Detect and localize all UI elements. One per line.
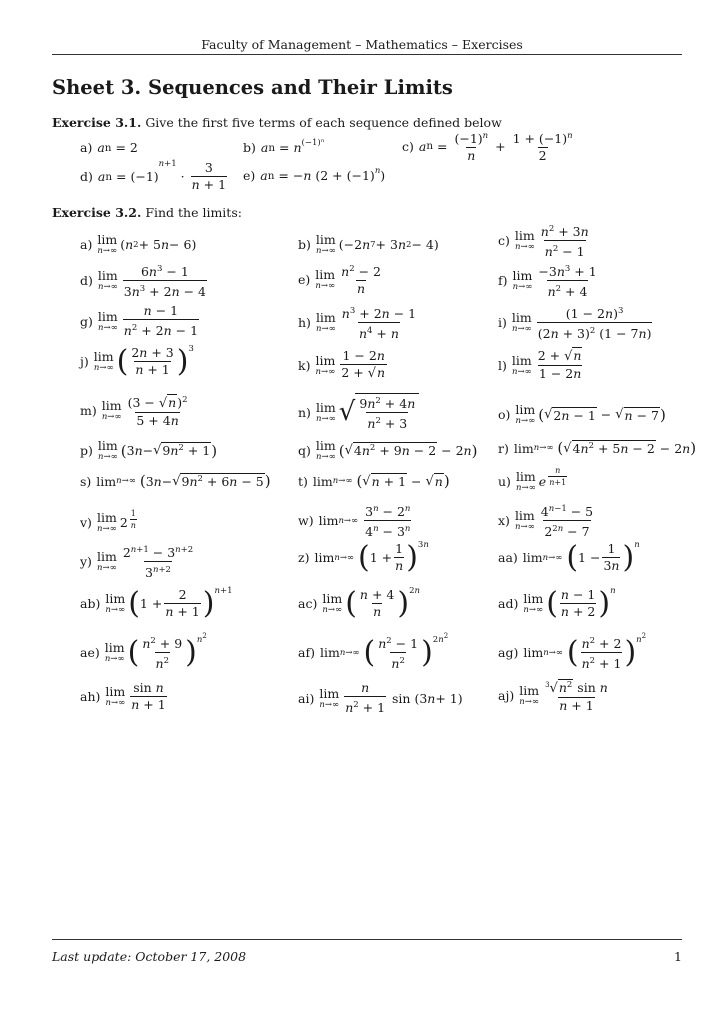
ex32-ae: ae) lim n→∞ ( $n^2 + 9$ $n^2$ ) $n^2$ [80, 632, 207, 672]
ex32-p: p) lim n→∞ ( 3 n − √ $9n^2 + 1$ ) [80, 438, 218, 462]
page-number: 1 [674, 949, 682, 964]
ex32-ai: ai) lim n→∞ n $n^2 + 1$ sin (3 n + 1) [298, 680, 463, 716]
footer-rule [52, 939, 682, 940]
ex32-c: c) lim n→∞ $n^2 + 3n$ $n^2 - 1$ [498, 224, 589, 260]
ex32-s: s) lim n→∞ ( 3 n − √ $9n^2 + 6n - 5$ ) [80, 472, 271, 490]
exercise-label: Exercise 3.1. [52, 115, 142, 130]
ex32-ac: ac) lim n→∞ ( n + 4 n ) 2n [298, 585, 420, 621]
ex32-d: d) lim n→∞ $6n^3 - 1$ $3n^3 + 2n - 4$ [80, 264, 206, 300]
ex32-f: f) lim n→∞ $-3n^3 + 1$ $n^2 + 4$ [498, 264, 597, 300]
ex32-g: g) lim n→∞ n − 1 $n^2 + 2n - 1$ [80, 303, 199, 339]
exercise-text: Give the first five terms of each sequence defined below [145, 115, 502, 130]
ex32-l: l) lim n→∞ 2 + √n 1 − 2n [498, 348, 582, 381]
footer-update: Last update: October 17, 2008 [52, 949, 247, 964]
ex31-b: b) a n = n (−1)ⁿ [243, 138, 325, 155]
header-rule [52, 54, 682, 55]
exercise-text: Find the limits: [145, 205, 242, 220]
ex32-af: af) lim n→∞ ( $n^2 - 1$ $n^2$ ) $2n^2$ [298, 632, 449, 672]
page-header: Faculty of Management – Mathematics – Exercises [201, 37, 523, 52]
page-title: Sheet 3. Sequences and Their Limits [52, 76, 453, 99]
ex32-y: y) lim n→∞ $2^{n+1} - 3^{n+2}$ $3^{n+2}$ [80, 545, 194, 581]
exercise-3-1-heading [52, 115, 502, 130]
ex32-n: n) lim n→∞ √ $\frac{9n^2 + 4n}{n^2 + 3}$ [298, 393, 419, 431]
ex32-v: v) lim n→∞ 2 1 n [80, 509, 136, 534]
ex31-e: e) a n = − n (2 + (−1) n ) [243, 166, 386, 183]
ex32-ah: ah) lim n→∞ sin n n + 1 [80, 680, 166, 712]
ex32-aa: aa) lim n→∞ ( 1 − 1 3n ) n [498, 539, 640, 575]
ex32-j: j) lim n→∞ ( 2n + 3 n + 1 ) 3 [80, 343, 194, 379]
ex32-h: h) lim n→∞ $n^3 + 2n - 1$ $n^4 + n$ [298, 306, 417, 342]
ex31-a: a) a n = 2 [80, 140, 138, 155]
ex32-k: k) lim n→∞ 1 − 2n 2 + √n [298, 348, 386, 381]
ex32-r: r) lim n→∞ ( √ $4n^2 + 5n - 2$ − 2 n ) [498, 439, 697, 457]
ex31-c: c) a n = $(-1)^n$ n + $1 + (-1)^n$ 2 [402, 131, 573, 164]
ex31-d: d) a n = (−1) n+1 · 3 n + 1 [80, 159, 227, 192]
ex32-q: q) lim n→∞ ( √ $4n^2 + 9n - 2$ − 2 n ) [298, 438, 478, 462]
ex32-m: m) lim n→∞ $(3 - √n)^2$ 5 + 4n [80, 395, 188, 429]
ex32-u: u) lim n→∞ e n n+1 [498, 466, 567, 493]
ex32-ad: ad) lim n→∞ ( n − 1 n + 2 ) n [498, 585, 616, 621]
ex32-a: a) lim n→∞ ( n 2 + 5 n − 6) [80, 232, 197, 256]
ex32-aj: aj) lim n→∞ $^3√n^2$ sin n n + 1 [498, 680, 608, 714]
ex32-b: b) lim n→∞ (−2 n 7 + 3 n 2 − 4) [298, 232, 439, 256]
ex32-e: e) lim n→∞ $n^2 - 2$ n [298, 264, 381, 297]
ex32-o: o) lim n→∞ ( √ 2n − 1 − √ n − 7 ) [498, 402, 666, 426]
ex32-i: i) lim n→∞ $(1 - 2n)^3$ $(2n + 3)^2$ (1 − 7n) [498, 306, 652, 342]
ex32-z: z) lim n→∞ ( 1 + 1 n ) 3n [298, 539, 429, 575]
ex32-t: t) lim n→∞ ( √ n + 1 − √ n ) [298, 472, 450, 490]
ex32-ag: ag) lim n→∞ ( $n^2 + 2$ $n^2 + 1$ ) $n^2$ [498, 632, 647, 672]
ex32-x: x) lim n→∞ $4^{n-1} - 5$ $2^{2n} - 7$ [498, 504, 594, 540]
exercise-label: Exercise 3.2. [52, 205, 142, 220]
ex32-ab: ab) lim n→∞ ( 1 + 2 n + 1 ) n+1 [80, 585, 233, 621]
exercise-3-2-heading [52, 205, 242, 220]
ex32-w: w) lim n→∞ $3^n - 2^n$ $4^n - 3^n$ [298, 504, 411, 540]
